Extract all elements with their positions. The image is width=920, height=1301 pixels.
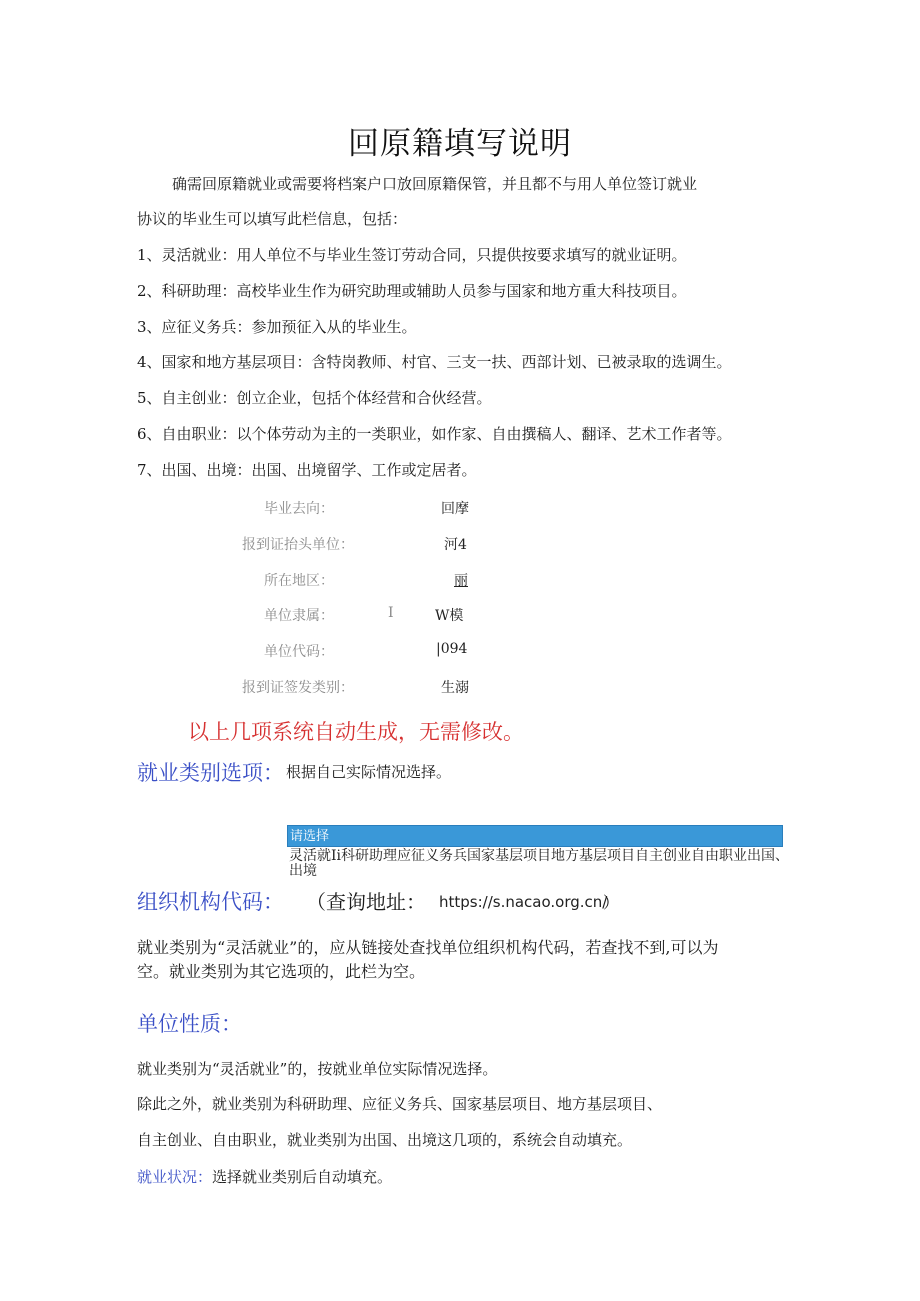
list-item: 6、自由职业：以个体劳动为主的一类职业，如作家、自由撰稿人、翻译、艺术工作者等。: [137, 425, 732, 443]
page-title: 回原籍填写说明: [348, 126, 572, 162]
org-code-desc-2: 空。就业类别为其它选项的，此栏为空。: [137, 962, 426, 981]
unit-nature-heading: 单位性质：: [137, 1012, 242, 1036]
query-address-suffix: ）: [603, 893, 620, 912]
org-code-heading: 组织机构代码：: [137, 890, 284, 914]
job-type-desc: 根据自己实际情况选择。: [286, 763, 452, 781]
field-value-report-unit: 河4: [444, 537, 467, 553]
job-type-select[interactable]: 请选择: [287, 825, 783, 847]
intro-line-1: 确需回原籍就业或需要将档案户口放回原籍保管，并且都不与用人单位签订就业: [172, 175, 698, 193]
field-prefix-affiliation: I: [388, 605, 394, 621]
org-code-desc-1: 就业类别为“灵活就业”的，应从链接处查找单位组织机构代码，若查找不到,可以为: [137, 938, 719, 957]
field-value-region: 丽: [454, 573, 468, 589]
auto-generated-notice: 以上几项系统自动生成，无需修改。: [188, 720, 524, 744]
list-item: 4、国家和地方基层项目：含特岗教师、村官、三支一扶、西部计划、已被录取的选调生。: [137, 353, 732, 371]
field-label-destination: 毕业去向：: [264, 501, 334, 517]
field-value-unit-code: |094: [436, 641, 468, 657]
job-type-heading: 就业类别选项：: [137, 761, 284, 785]
field-label-unit-code: 单位代码：: [264, 644, 334, 660]
list-item: 2、科研助理：高校毕业生作为研究助理或辅助人员参与国家和地方重大科技项目。: [137, 282, 687, 300]
job-status-label: 就业状况：: [137, 1168, 213, 1186]
list-item: 1、灵活就业：用人单位不与毕业生签订劳动合同，只提供按要求填写的就业证明。: [137, 246, 687, 264]
field-label-report-type: 报到证签发类别：: [242, 680, 354, 696]
query-address-prefix: （查询地址：: [306, 890, 426, 914]
list-item: 5、自主创业：创立企业，包括个体经营和合伙经营。: [137, 389, 492, 407]
field-value-affiliation: W模: [435, 608, 464, 624]
query-url-link[interactable]: https://s.nacao.org.cn/: [439, 893, 608, 911]
field-label-report-unit: 报到证抬头单位：: [242, 537, 354, 553]
field-value-report-type: 生溺: [441, 680, 469, 696]
unit-nature-line-3: 自主创业、自由职业，就业类别为出国、出境这几项的，系统会自动填充。: [137, 1131, 633, 1149]
unit-nature-line-2: 除此之外，就业类别为科研助理、应征义务兵、国家基层项目、地方基层项目、: [137, 1095, 663, 1113]
list-item: 3、应征义务兵：参加预征入从的毕业生。: [137, 318, 417, 336]
field-label-region: 所在地区：: [264, 573, 334, 589]
job-type-options: 灵活就Ii科研助理应征义务兵国家基层项目地方基层项目自主创业自由职业出国、出境: [289, 848, 790, 879]
field-label-affiliation: 单位隶属：: [264, 608, 334, 624]
job-status-desc: 选择就业类别后自动填充。: [212, 1168, 393, 1186]
list-item: 7、出国、出境：出国、出境留学、工作或定居者。: [137, 461, 477, 479]
field-value-destination: 回摩: [441, 501, 469, 517]
unit-nature-line-1: 就业类别为“灵活就业”的，按就业单位实际情况选择。: [137, 1060, 498, 1078]
intro-line-2: 协议的毕业生可以填写此栏信息，包括：: [137, 210, 408, 228]
